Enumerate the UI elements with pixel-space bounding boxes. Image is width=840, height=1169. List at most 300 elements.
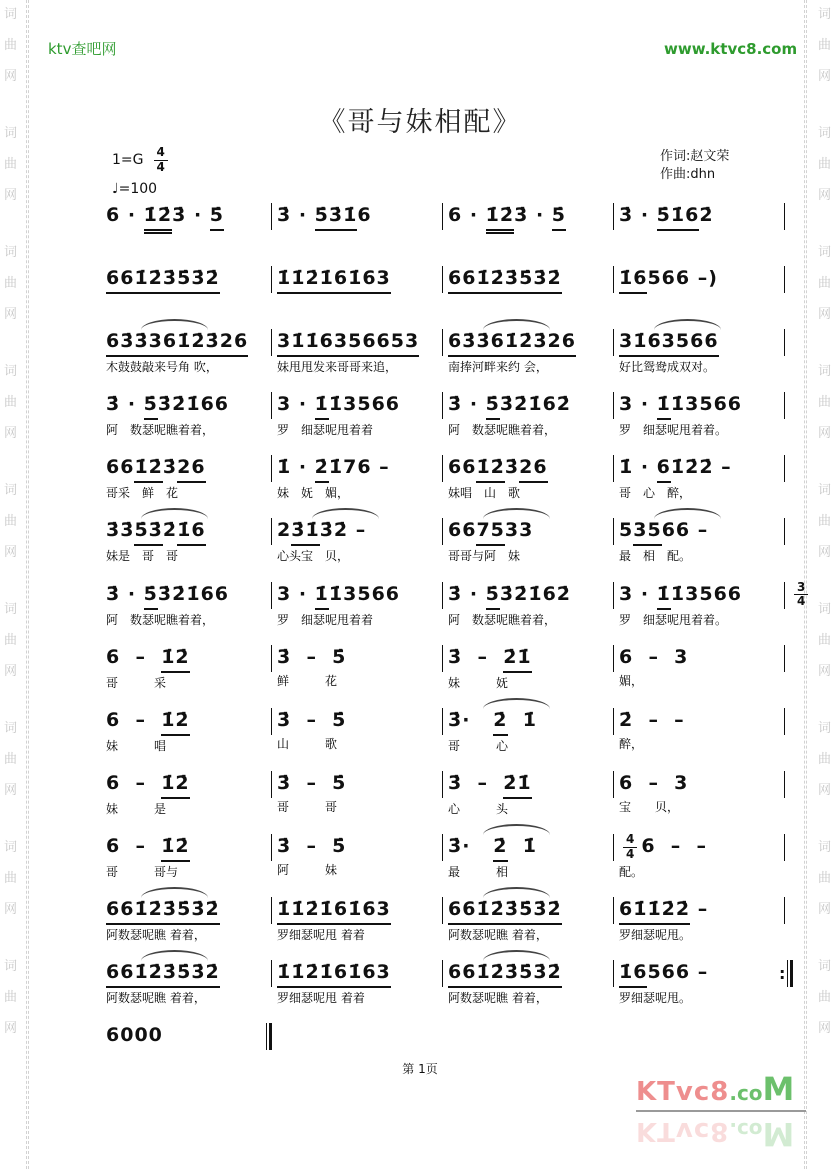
watermark-group (818, 722, 831, 815)
measure-notes (277, 265, 391, 294)
barline (613, 455, 614, 482)
note-group: 3̇ – 5̇ (277, 708, 347, 731)
measure-lyrics: 阿 数瑟呢瞧着着， (106, 423, 215, 438)
note-group: 1̇2̇2̇ – (670, 456, 732, 479)
note-group: 1̇2̇ (161, 707, 189, 736)
measure-notes (277, 833, 346, 860)
score-row (106, 833, 796, 896)
measure-notes (106, 265, 220, 294)
credits (660, 148, 729, 184)
note-group: – (690, 898, 709, 921)
measure-inner (448, 517, 608, 546)
measure-notes (619, 959, 708, 988)
measure-inner (106, 833, 266, 862)
measure-inner (277, 644, 437, 671)
note-group: 3̇3̇ (106, 519, 135, 542)
logo-m-text: M (762, 1115, 797, 1153)
measure-inner (619, 959, 779, 988)
barline (613, 960, 614, 987)
watermark-group (4, 484, 17, 577)
barline (613, 329, 614, 356)
note-group: 3̇ · (514, 204, 552, 226)
note-group: 1̇6 (619, 959, 647, 988)
measure (448, 517, 608, 564)
measure-inner (277, 202, 437, 231)
measure-lyrics: 哥 心 (448, 738, 509, 753)
note-group: 63̇3̇61̇2̇3̇26 (448, 328, 576, 357)
watermark-char: 网 (4, 545, 18, 560)
measure-inner (619, 454, 779, 483)
logo[interactable] (636, 1070, 811, 1153)
note-group: 566 – (647, 961, 709, 984)
watermark-char: 网 (818, 426, 832, 441)
note-group: 6000 (106, 1024, 163, 1047)
measure-lyrics: 阿 数瑟呢瞧着着， (448, 423, 557, 438)
watermark-char: 词 (4, 7, 18, 22)
measure-lyrics: 鲜 花 (277, 673, 338, 688)
measure-inner (448, 328, 608, 357)
note-group: 3̇ · (619, 204, 657, 226)
watermark-group (4, 960, 17, 1053)
note-group: 63̇3̇361̇2̇3̇26 (106, 328, 248, 357)
barline (784, 329, 785, 356)
note-group: 1̇3566 (670, 393, 743, 416)
watermark-char: 词 (4, 959, 18, 974)
barline (271, 392, 272, 419)
measure-notes (277, 896, 391, 925)
score-row (106, 202, 796, 265)
watermark-group (4, 246, 17, 339)
note-group: 3̇2̇ – (319, 519, 367, 542)
measure-lyrics: 罗 细瑟呢甩着着。 (619, 612, 728, 627)
measure-notes (106, 770, 190, 799)
time-signature-bottom: 4 (156, 159, 165, 174)
note-group: 1̇1̇2̇1̇61̇63 (277, 896, 391, 925)
note-group: 3̇ – 5̇ (277, 834, 347, 857)
barline (271, 582, 272, 609)
note-group: 6 (357, 204, 372, 226)
note-group: 1̇2̇ (161, 770, 189, 799)
measure-notes (619, 707, 685, 734)
note-group: 1̇ · (619, 456, 657, 479)
watermark-char: 网 (4, 783, 18, 798)
time-signature-top: 3 (794, 581, 808, 596)
watermark-char: 词 (4, 721, 18, 736)
measure-inner (448, 202, 608, 234)
measure (277, 707, 437, 752)
measure-lyrics: 妹 唱 (106, 738, 167, 753)
note-group: 5̇ (144, 581, 158, 610)
watermark-char: 网 (818, 545, 832, 560)
watermark-char: 曲 (4, 276, 18, 291)
note-group: 5̇3̇1̇ (315, 202, 358, 231)
barline (784, 645, 785, 672)
measure-inner (277, 896, 437, 925)
measure (277, 328, 437, 375)
measure-inner (106, 265, 266, 294)
barline (784, 392, 785, 419)
measure-inner (106, 896, 266, 925)
measure-inner (277, 454, 437, 483)
watermark-char: 曲 (818, 633, 832, 648)
note-group: 566 –) (647, 267, 718, 290)
barline (442, 708, 443, 735)
measure-notes (106, 581, 229, 610)
watermark-group (818, 246, 831, 339)
barline (784, 582, 785, 609)
measure (619, 391, 779, 438)
measure-lyrics: 哥采 鲜 花 (106, 486, 179, 501)
measure-lyrics: 阿 数瑟呢瞧着着， (448, 612, 557, 627)
barline (442, 645, 443, 672)
barline (271, 329, 272, 356)
note-group: 3̇ · (277, 204, 315, 226)
note-group: 3̇2̇1̇66 (157, 582, 230, 605)
measure (448, 265, 608, 294)
note-group: 1̇2̇ (476, 454, 504, 483)
measure-notes (277, 707, 346, 734)
measure-lyrics: 妹 妩 媚， (277, 486, 350, 501)
measure-inner (619, 770, 779, 797)
note-group: 3 · (619, 582, 657, 605)
site-url-link[interactable]: www.ktvc8.com (664, 40, 798, 58)
measure-notes (106, 707, 190, 736)
measure-lyrics: 心头宝 贝， (277, 549, 350, 564)
measure (448, 707, 608, 754)
watermark-char: 网 (4, 664, 18, 679)
watermark-char: 曲 (4, 157, 18, 172)
note-group: 2̇ (493, 707, 507, 736)
measure-lyrics: 心 头 (448, 801, 509, 816)
measure-inner (619, 896, 779, 925)
note-group: 61̇1̇2̇2̇ (619, 896, 690, 925)
note-group: 1̇76 – (328, 456, 390, 479)
note-group: 661̇2̇3̇5̇3̇2̇ (106, 265, 220, 294)
note-group: 1̇3566 (670, 582, 743, 605)
measure (448, 454, 608, 501)
note-group: 3̇ · (106, 393, 144, 416)
measure-notes (641, 833, 707, 860)
measure-notes (106, 202, 224, 234)
repeat-dots: : (779, 964, 786, 984)
measure-notes (277, 770, 346, 797)
measure-notes (277, 328, 419, 357)
site-name-link[interactable]: ktv查吧网 (48, 40, 117, 58)
measure-notes (106, 959, 220, 988)
measure-lyrics: 山 歌 (277, 736, 338, 751)
barline (442, 329, 443, 356)
watermark-char: 网 (4, 188, 18, 203)
measure-notes (619, 517, 708, 546)
note-group: 6 – (106, 834, 162, 857)
barline (271, 897, 272, 924)
note-group: 35 (633, 517, 661, 546)
note-group: 2̇ (315, 454, 329, 483)
barline (784, 203, 785, 230)
measure-inner (106, 644, 266, 673)
measure-notes (619, 644, 688, 671)
tempo-marking: ♩=100 (112, 180, 158, 197)
watermark-char: 网 (818, 1021, 832, 1036)
measure-notes (448, 265, 562, 294)
watermark-char: 网 (4, 1021, 18, 1036)
measure (106, 644, 266, 691)
watermark-group (818, 960, 831, 1053)
logo-brand-text: KTvc8 (636, 1116, 730, 1146)
measure-inner (619, 517, 779, 546)
time-signature-top: 4 (154, 146, 168, 161)
measure-inner (277, 770, 437, 797)
watermark-char: 词 (818, 602, 832, 617)
measure-inner (106, 328, 266, 357)
measure-notes (448, 770, 532, 799)
note-group: 1̇3566 (328, 393, 401, 416)
barline (613, 203, 614, 230)
measure (448, 896, 608, 943)
measure-notes (619, 581, 742, 610)
measure (277, 202, 437, 231)
note-group: 2̇ (699, 204, 714, 226)
note-group: 3̇· (448, 834, 494, 857)
measure (277, 391, 437, 438)
note-group: 2̇ (493, 833, 507, 862)
watermark-char: 词 (818, 483, 832, 498)
note-group: 5 (619, 519, 634, 542)
watermark-char: 网 (818, 188, 832, 203)
measure-inner (106, 770, 266, 799)
measure-inner (448, 644, 608, 673)
measure-inner (277, 707, 437, 734)
score-row (106, 579, 806, 644)
watermark-char: 词 (818, 840, 832, 855)
measure (106, 896, 266, 943)
measure-inner (277, 517, 437, 546)
note-group: 3̇2̇1̇62̇ (499, 393, 572, 416)
measure-notes (106, 896, 220, 925)
measure-inner (619, 328, 779, 357)
watermark-char: 网 (818, 69, 832, 84)
barline (271, 771, 272, 798)
measure-lyrics: 罗细瑟呢甩。 (619, 928, 692, 943)
measure (106, 959, 266, 1006)
score-row (106, 517, 796, 580)
measure (448, 833, 608, 880)
watermark-char: 词 (4, 364, 18, 379)
note-group: 3̇ (162, 456, 178, 479)
measure-notes (277, 959, 391, 988)
measure (619, 202, 779, 231)
barline (613, 582, 614, 609)
measure (106, 265, 266, 294)
watermark-char: 词 (818, 959, 832, 974)
note-group: 1̇ (315, 391, 329, 420)
measure-inner (448, 833, 608, 862)
watermark-char: 词 (4, 245, 18, 260)
note-group: 3 · (619, 393, 657, 416)
note-group: 661̇2̇3̇5̇3̇2̇ (448, 959, 562, 988)
measure-lyrics: 哥哥与阿 妹 (448, 549, 521, 564)
note-group: 1̇ (507, 834, 537, 857)
note-group: 1̇1̇2̇1̇61̇63 (277, 265, 391, 294)
time-signature-bottom: 4 (626, 846, 635, 861)
watermark-group (818, 841, 831, 934)
watermark-group (818, 603, 831, 696)
measure-inner (448, 707, 608, 736)
note-group: 1̇1̇2̇1̇61̇63 (277, 959, 391, 988)
watermark-char: 曲 (818, 395, 832, 410)
note-group: 3̇ · (448, 393, 486, 416)
measure (619, 770, 779, 815)
barline (442, 518, 443, 545)
watermark-char: 词 (4, 483, 18, 498)
note-group: 2 (277, 519, 292, 542)
measure-inner (106, 391, 266, 420)
measure (277, 833, 437, 878)
measure (277, 644, 437, 689)
note-group: 6 – 3 (619, 645, 689, 668)
note-group: 1̇ · (277, 456, 315, 479)
logo-underline (636, 1110, 806, 1112)
measure (448, 391, 608, 438)
note-group: 3̇1̇ (291, 517, 319, 546)
composer-credit: 作曲:dhn (660, 167, 716, 182)
measure-inner (448, 265, 608, 294)
note-group: 3̇ · (448, 582, 486, 605)
watermark-char: 词 (818, 364, 832, 379)
score (106, 202, 806, 1085)
measure-inner (448, 391, 608, 420)
measure-notes (277, 391, 400, 420)
measure (448, 770, 608, 817)
note-group: 1̇2̇ (144, 202, 172, 234)
measure-lyrics: 配。 (619, 864, 644, 879)
barline (613, 834, 614, 861)
measure-inner (106, 707, 266, 736)
barline (784, 834, 785, 861)
watermark-char: 词 (4, 126, 18, 141)
measure-inner (448, 581, 608, 610)
measure-notes (619, 454, 732, 483)
barline (442, 582, 443, 609)
watermark-char: 曲 (818, 752, 832, 767)
measure-notes (448, 454, 548, 483)
barline (784, 771, 785, 798)
barline (442, 203, 443, 230)
watermark-char: 网 (4, 902, 18, 917)
note-group: 31̇1̇6356653 (277, 328, 419, 357)
measure-inner (277, 959, 437, 988)
note-group: 1̇ (507, 708, 537, 731)
logo-text (636, 1070, 811, 1110)
note-group: 661̇2̇3̇5̇3̇2̇ (106, 959, 220, 988)
watermark-char: 词 (4, 602, 18, 617)
watermark-char: 词 (4, 840, 18, 855)
barline (442, 960, 443, 987)
lyricist-credit: 作词:赵文荣 (660, 149, 730, 164)
key-signature: 1=G (112, 152, 144, 169)
score-row (106, 959, 796, 1022)
measure (448, 328, 608, 375)
measure-lyrics: 媚， (619, 673, 644, 688)
note-group: 2̇1̇ (503, 644, 531, 673)
note-group: 1̇6 (177, 517, 205, 546)
measure (619, 454, 779, 501)
measure-notes (106, 328, 248, 357)
note-group: 3̇ – 5̇ (277, 645, 347, 668)
measure-lyrics: 阿 数瑟呢瞧着着， (106, 612, 215, 627)
note-group: 6 – (106, 645, 162, 668)
barline (613, 392, 614, 419)
key-time-block (112, 146, 172, 197)
measure-inner (106, 959, 266, 988)
score-row (106, 770, 796, 833)
measure-lyrics: 最 相 (448, 864, 509, 879)
measure (619, 517, 779, 564)
measure (619, 328, 779, 375)
note-group: 1̇ (657, 581, 671, 610)
logo-brand-text: KTvc8 (636, 1077, 730, 1107)
watermark-group (4, 603, 17, 696)
measure-lyrics: 罗细瑟呢甩 着着 (277, 991, 365, 1006)
watermark-char: 曲 (818, 157, 832, 172)
time-signature-bottom: 4 (797, 594, 806, 609)
measure (106, 328, 266, 375)
watermark-group (818, 365, 831, 458)
measure-notes (619, 896, 708, 925)
watermark-char: 曲 (4, 38, 18, 53)
note-group: 3̇2̇1̇62̇ (499, 582, 572, 605)
note-group: 5̇ (210, 202, 224, 231)
barline (271, 645, 272, 672)
watermark-char: 网 (4, 426, 18, 441)
measure-inner (619, 833, 779, 862)
watermark-char: 曲 (4, 871, 18, 886)
watermark-char: 词 (818, 7, 832, 22)
note-group: 3̇ – (448, 645, 504, 668)
barline (271, 518, 272, 545)
measure-notes (448, 707, 537, 736)
note-group: 2̇ (162, 519, 178, 542)
note-group: 3̇ · (106, 582, 144, 605)
barline (271, 455, 272, 482)
watermark-char: 曲 (818, 871, 832, 886)
measure (106, 707, 266, 754)
measure-notes (106, 1022, 163, 1049)
watermark-char: 曲 (4, 514, 18, 529)
note-group: 5̇ (486, 391, 500, 420)
measure-inner (448, 770, 608, 799)
final-barline (266, 1023, 272, 1050)
watermark-group (4, 127, 17, 220)
measure-lyrics: 阿数瑟呢瞧 着着， (106, 991, 206, 1006)
logo-dot-text: .co (729, 1081, 763, 1105)
time-signature-top: 4 (623, 833, 637, 848)
measure-notes (619, 328, 719, 357)
song-title: 《哥与妹相配》 (318, 107, 522, 138)
measure (619, 265, 779, 294)
measure-lyrics: 哥 哥与 (106, 864, 179, 879)
logo-dot-text: .co (729, 1118, 763, 1142)
measure-notes (619, 770, 688, 797)
measure-lyrics: 阿 妹 (277, 862, 338, 877)
note-group: 66 (448, 519, 477, 542)
note-group: 3̇ – (448, 771, 504, 794)
note-group: 3 · (277, 393, 315, 416)
note-group: 6 – – (641, 834, 708, 857)
note-group: 1̇2̇ (134, 454, 162, 483)
logo-reflection (636, 1113, 811, 1153)
note-group: 6 – (106, 771, 162, 794)
